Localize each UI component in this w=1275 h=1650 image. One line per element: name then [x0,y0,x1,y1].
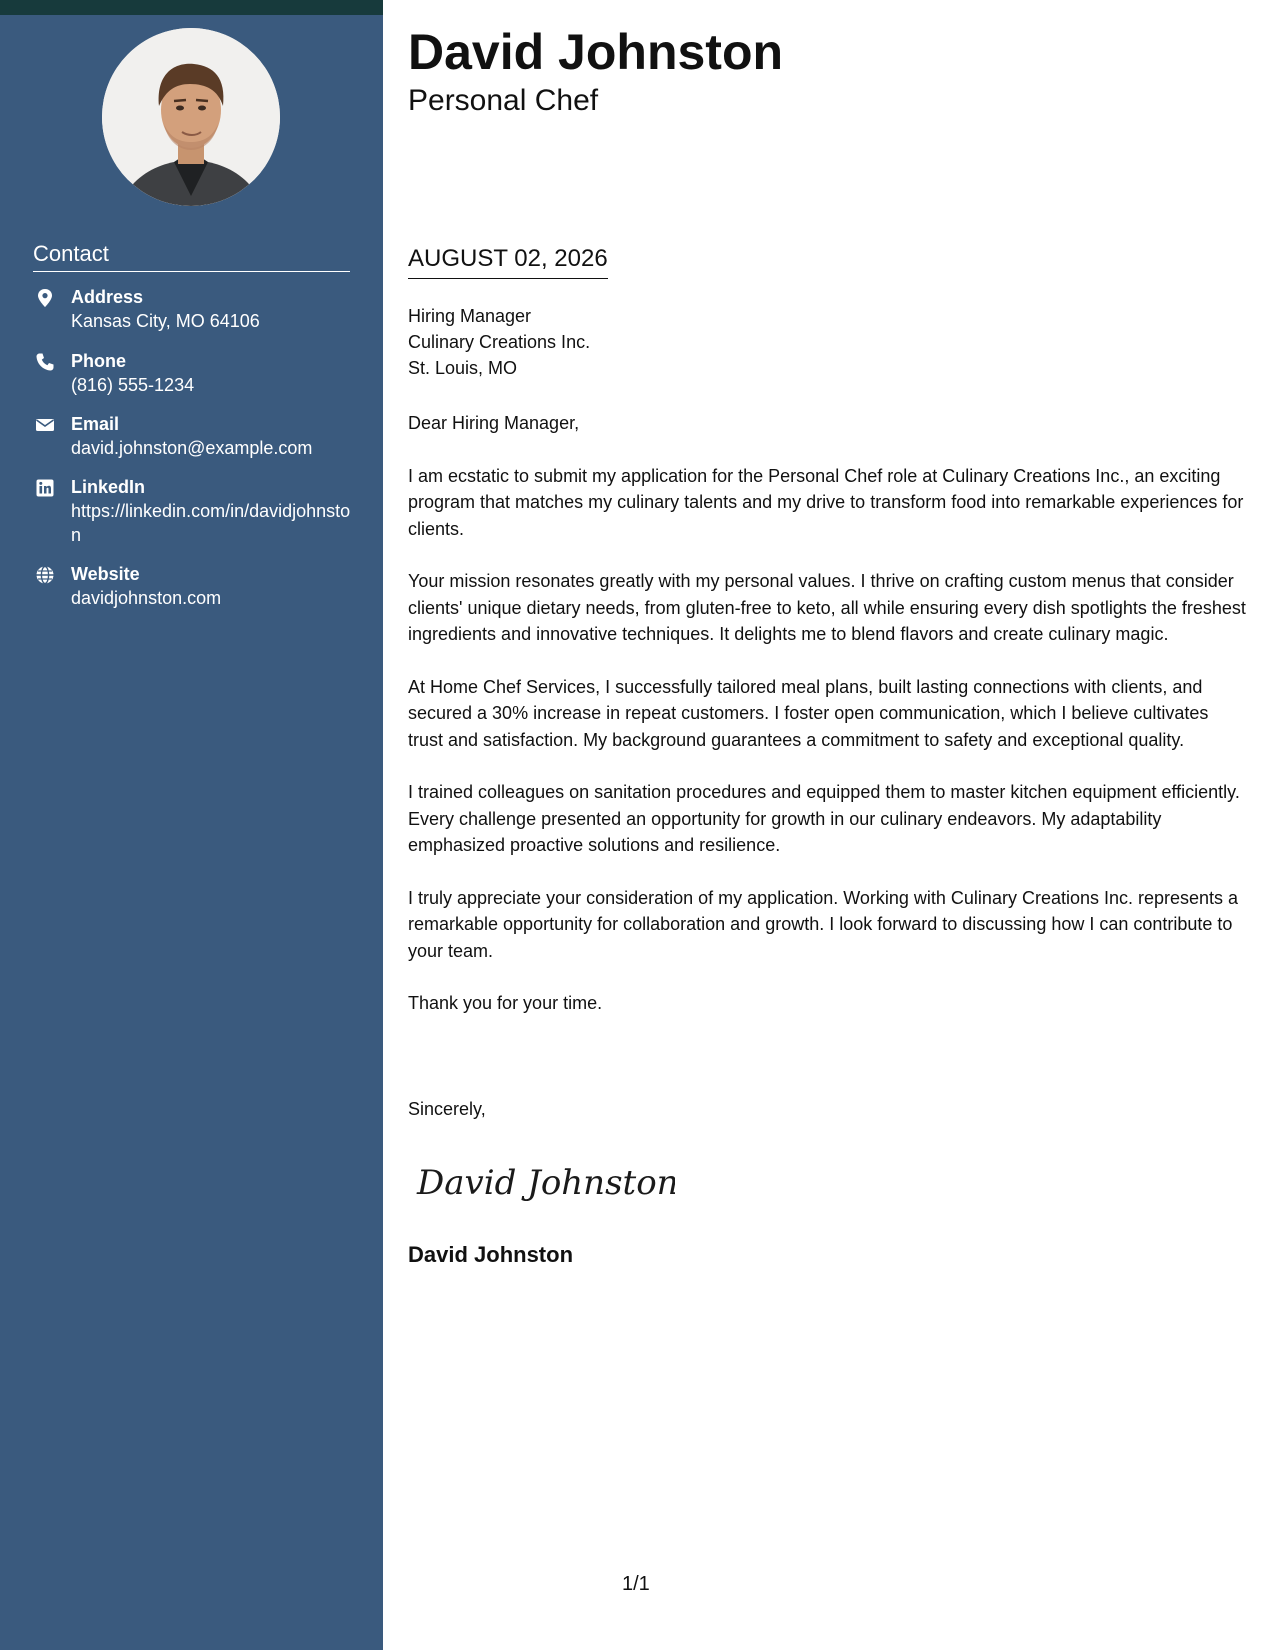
linkedin-icon [35,478,55,498]
body-paragraph: Your mission resonates greatly with my personal values. I thrive on crafting custom menus that consider clients' unique dietary needs, from gluten-free to keto, all while ensuring every dish spotlights the freshest ingredients and innovative techniques. It delights me to blend flavors and create culinary magic. [408,571,1246,644]
contact-heading: Contact [33,240,350,272]
body-paragraph: At Home Chef Services, I successfully tailored meal plans, built lasting connections with clients, and secured a 30% increase in repeat customers. I foster open communication, which I believe cultivates trust and satisfaction. My background guarantees a commitment to safety and exceptional quality. [408,676,1209,750]
avatar [102,28,280,206]
contact-value-email[interactable]: david.johnston@example.com [71,438,313,458]
applicant-name: David Johnston [408,24,784,80]
signed-name: David Johnston [408,1242,574,1267]
recipient-line: Hiring Manager [408,306,532,326]
body-paragraph: I am ecstatic to submit my application for the Personal Chef role at Culinary Creations Inc., an exciting program that matches my culinary talents and my drive to transform food into remarkable experiences for clients. [408,465,1244,539]
body-paragraph: I trained colleagues on sanitation procedures and equipped them to master kitchen equipment efficiently. Every challenge presented an opportunity for growth in our culinary endeavors. My adaptability emphasized proactive solutions and resilience. [408,782,1240,855]
sidebar-top-bar [0,0,383,15]
contact-value-linkedin[interactable]: https://linkedin.com/in/davidjohnston [71,501,351,545]
salutation: Dear Hiring Manager, [408,413,580,433]
envelope-icon [35,415,55,435]
page-number: 1/1 [622,1573,650,1595]
contact-label-phone: Phone [71,351,127,371]
letter-date: AUGUST 02, 2026 [408,243,608,279]
contact-label-website: Website [71,564,140,584]
contact-label-address: Address [71,287,144,307]
recipient-line: Culinary Creations Inc. [408,332,591,352]
handwritten-signature [415,1150,675,1219]
contact-value-phone[interactable]: (816) 555-1234 [71,375,195,395]
sidebar [0,0,383,1650]
map-pin-icon [35,288,55,308]
phone-icon [35,352,55,372]
globe-icon [35,565,55,585]
contact-value-address: Kansas City, MO 64106 [71,311,260,331]
signature-text: David Johnston [417,1163,675,1203]
closing: Sincerely, [408,1099,486,1119]
contact-label-linkedin: LinkedIn [71,477,146,497]
recipient-line: St. Louis, MO [408,358,518,378]
thanks-line: Thank you for your time. [408,993,603,1013]
recipient-block [408,303,590,381]
contact-label-email: Email [71,414,120,434]
job-title: Personal Chef [408,84,599,117]
letter-body [408,410,1248,1043]
contact-value-website[interactable]: davidjohnston.com [71,588,222,608]
body-paragraph: I truly appreciate your consideration of my application. Working with Culinary Creations Inc. represents a remarkable opportunity for collaboration and growth. I look forward to discussing how I can contribute to your team. [408,887,1239,961]
